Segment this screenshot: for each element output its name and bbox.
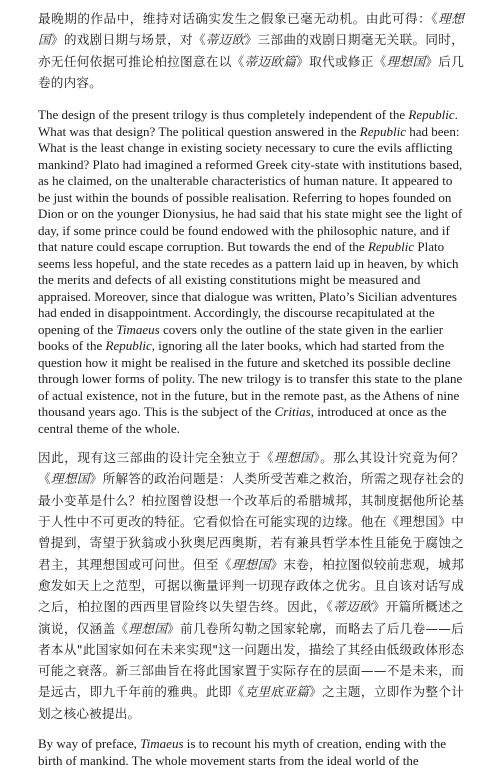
- italic-title: 蒂迈欧: [205, 32, 245, 48]
- italic-title: 理想国: [273, 450, 314, 466]
- text-run: 》所解答的政治问题是：人类所受苦难之救治，所需之现存社会的最小变革是什么？柏拉图曾设想一个改革后的希腊城邦，其制度据他所论基于人性中不可更改的特征。它看似恰在可能实现的边缘。他在《理想国》中曾提到，寄望于狄翁或小狄奥尼西奥斯，若有兼具哲学本性且能免于腐蚀之君主，其理想国或可问世。但至《: [38, 471, 464, 572]
- text-run: 》开篇所概述之演说，仅涵盖《: [38, 599, 464, 636]
- italic-title: Republic: [105, 338, 152, 354]
- text-run: 》三部曲的戏剧日期毫无关联。同时，亦无任何依据可推论柏拉图意在以《: [38, 32, 465, 69]
- text-run: 》后几卷的内容。: [38, 53, 464, 90]
- text-run: 因此，现有这三部曲的设计完全独立于《: [38, 450, 274, 466]
- italic-title: 理想国: [128, 620, 168, 636]
- text-run: is to recount his myth of creation, ending with the birth of mankind. The whole movement starts from the ideal world of the: [38, 736, 446, 768]
- italic-title: 蒂迈欧篇: [244, 53, 297, 69]
- text-run: 》。那么其设计究竟为何？《: [38, 450, 464, 487]
- italic-title: 理想国: [38, 11, 464, 48]
- paragraph-zh-2: [38, 447, 464, 724]
- text-run: 》末卷，柏拉图似较前悲观，城邦愈发如天上之范型，可据以衡量评判一切现存政体之优劣。且自该对话写成之后，柏拉图的西西里冒险终以失望告终。因此，《: [38, 556, 465, 615]
- text-run: had been: What is the least change in existing society necessary to cure the evils afflicting mankind? Plato had imagined a reformed Greek city-state with institutions based, as he claimed, on the unalterable characteristics of human nature. It appeared to be just within the bounds of possible realisation. Referring to hopes founded on Dion or on the younger Dionysius, he had said that his state might see the light of day, if some prince could be found endowed with the philosophic nature, and if that nature could escape corruption. But towards the end of the: [38, 123, 463, 255]
- italic-title: 理想国: [231, 556, 271, 572]
- paragraph-en-2: [38, 736, 464, 769]
- italic-title: Republic: [367, 239, 415, 255]
- document-page: [38, 8, 464, 769]
- italic-title: Republic: [408, 107, 455, 123]
- italic-title: Critias: [274, 404, 311, 420]
- text-run: 》前几卷所勾勒之国家轮廓，而略去了后几卷——后者本从"此国家如何在未来实现"这一问题出发，描绘了其经由低级政体形态可能之衰落。新三部曲旨在将此国家置于实际存在的层面——不是未来，而是远古，即九千年前的雅典。此即《: [38, 620, 464, 700]
- italic-title: 克里底亚篇: [244, 684, 310, 700]
- text-run: 》的戏剧日期与场景，对《: [50, 32, 206, 48]
- text-run: 》之主题，立即作为整个计划之核心被提出。: [38, 684, 465, 721]
- italic-title: Timaeus: [140, 736, 184, 752]
- paragraph-en-1: [38, 107, 464, 437]
- italic-title: 蒂迈欧: [333, 599, 373, 615]
- text-run: The design of the present trilogy is thus completely independent of the: [38, 107, 409, 123]
- text-run: 》取代或修正《: [296, 53, 387, 69]
- text-run: Plato seems less hopeful, and the state recedes as a pattern laid up in heaven, by which the merits and defects of all existing constitutions might be measured and appraised. Moreover, since that dialogue was written, Plato’s Sicilian adventures had ended in disappointment. Accordingly, the discourse recapitulated at the opening of the: [38, 239, 459, 337]
- italic-title: 理想国: [50, 471, 90, 487]
- text-run: covers only the outline of the state given in the earlier books of the: [38, 321, 444, 354]
- italic-title: Timaeus: [116, 321, 160, 337]
- italic-title: 理想国: [386, 53, 426, 69]
- text-run: , introduced at once as the central theme of the whole.: [38, 404, 447, 436]
- text-run: By way of preface,: [38, 736, 141, 752]
- text-run: 最晚期的作品中，维持对话确实发生之假象已毫无动机。由此可得：《: [38, 11, 439, 26]
- paragraph-zh-1: [38, 8, 464, 93]
- text-run: . What was that design? The political question answered in the: [38, 107, 458, 139]
- italic-title: Republic: [359, 123, 407, 139]
- text-run: , ignoring all the later books, which had started from the question how it might be realised in the future and sketched its possible decline through lower forms of polity. The new trilogy is to transfer this state to the plane of actual existence, not in the future, but in the remote past, as the Athens of nine thousand years ago. This is the subject of the: [38, 338, 463, 420]
